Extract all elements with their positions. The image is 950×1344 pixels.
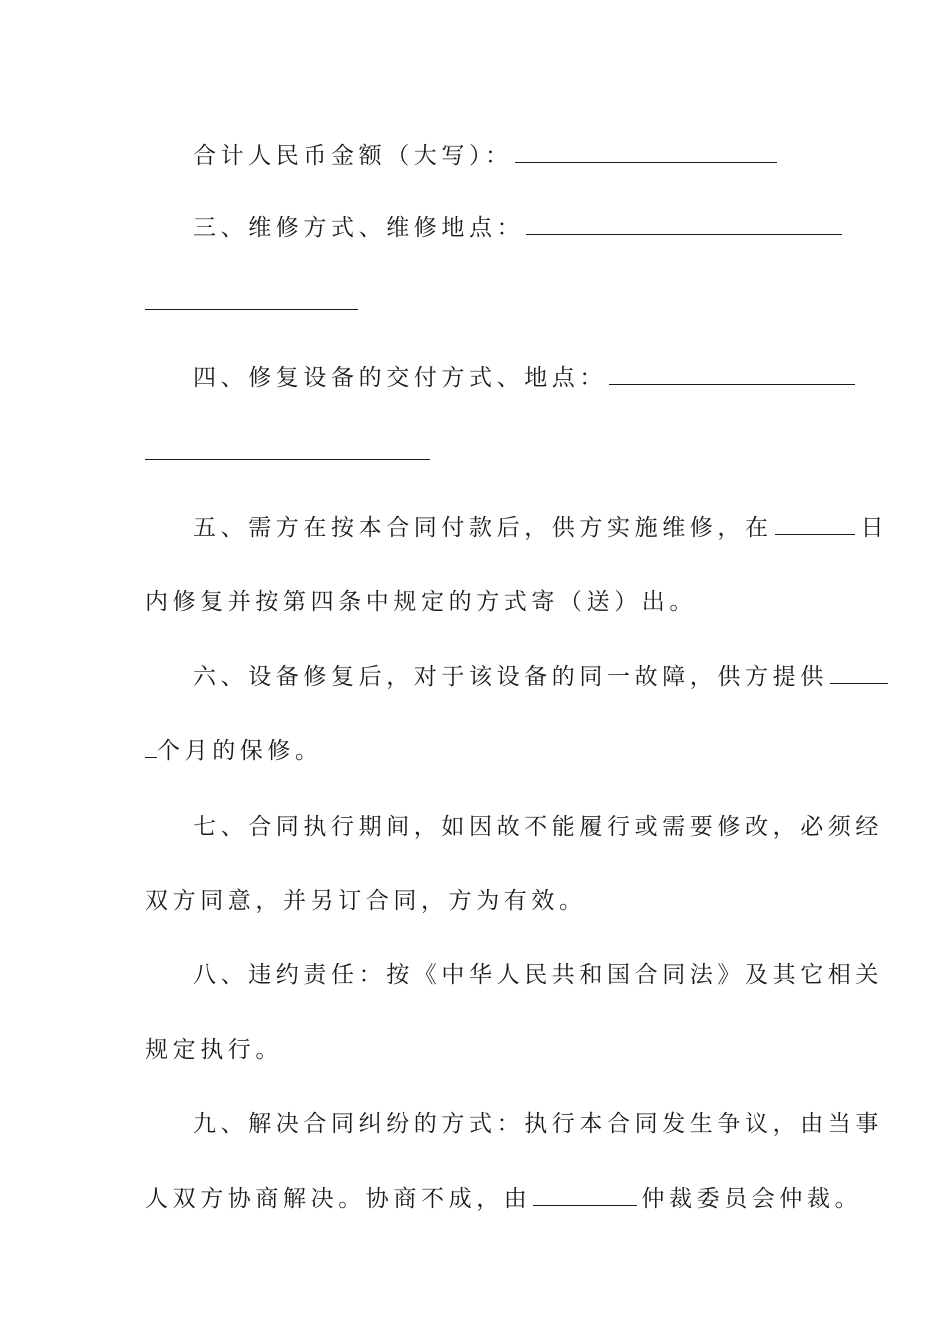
clause-9-text-2: 人双方协商解决。协商不成，由	[145, 1186, 532, 1212]
clause-9-row-2	[145, 1184, 862, 1214]
total-amount-blank[interactable]	[515, 142, 777, 163]
clause-3-label: 三、维修方式、维修地点：	[193, 215, 525, 241]
clause-5-text-1: 五、需方在按本合同付款后，供方实施维修，在	[193, 515, 773, 541]
clause-6-text-1: 六、设备修复后，对于该设备的同一故障，供方提供	[193, 664, 828, 690]
clause-9-text-2-end: 仲裁委员会仲裁。	[641, 1186, 863, 1212]
clause-6-months-blank-continued[interactable]	[145, 737, 157, 758]
clause-5-days-blank[interactable]	[775, 514, 855, 535]
clause-6-row-2	[145, 736, 323, 766]
clause-8-text-1: 八、违约责任：按《中华人民共和国合同法》及其它相关	[193, 962, 883, 988]
clause-7-row-1	[193, 812, 883, 842]
clause-3-blank-continued[interactable]	[145, 309, 358, 310]
total-amount-label: 合计人民币金额（大写）：	[193, 143, 513, 169]
clause-5-row-1	[193, 513, 888, 543]
clause-4-blank-continued[interactable]	[145, 459, 430, 460]
clause-5-text-1-end: 日	[860, 515, 889, 541]
total-amount-row	[193, 141, 777, 171]
clause-5-text-2: 内修复并按第四条中规定的方式寄（送）出。	[145, 589, 697, 615]
clause-6-months-blank[interactable]	[830, 663, 888, 684]
clause-8-row-1	[193, 960, 883, 990]
clause-7-row-2	[145, 886, 587, 916]
clause-6-row-1	[193, 662, 888, 692]
clause-6-text-2: 个月的保修。	[157, 738, 323, 764]
clause-9-text-1: 九、解决合同纠纷的方式：执行本合同发生争议，由当事	[193, 1111, 883, 1137]
clause-4-blank[interactable]	[609, 364, 855, 385]
clause-5-row-2	[145, 587, 697, 617]
clause-9-row-1	[193, 1109, 883, 1139]
clause-8-text-2: 规定执行。	[145, 1037, 283, 1063]
clause-7-text-1: 七、合同执行期间，如因故不能履行或需要修改，必须经	[193, 814, 883, 840]
clause-4-row	[193, 363, 855, 393]
clause-3-blank[interactable]	[526, 214, 842, 235]
clause-9-arbitration-blank[interactable]	[533, 1185, 637, 1206]
clause-3-row	[193, 213, 842, 243]
clause-7-text-2: 双方同意，并另订合同，方为有效。	[145, 888, 587, 914]
clause-8-row-2	[145, 1035, 283, 1065]
clause-4-label: 四、修复设备的交付方式、地点：	[193, 365, 607, 391]
